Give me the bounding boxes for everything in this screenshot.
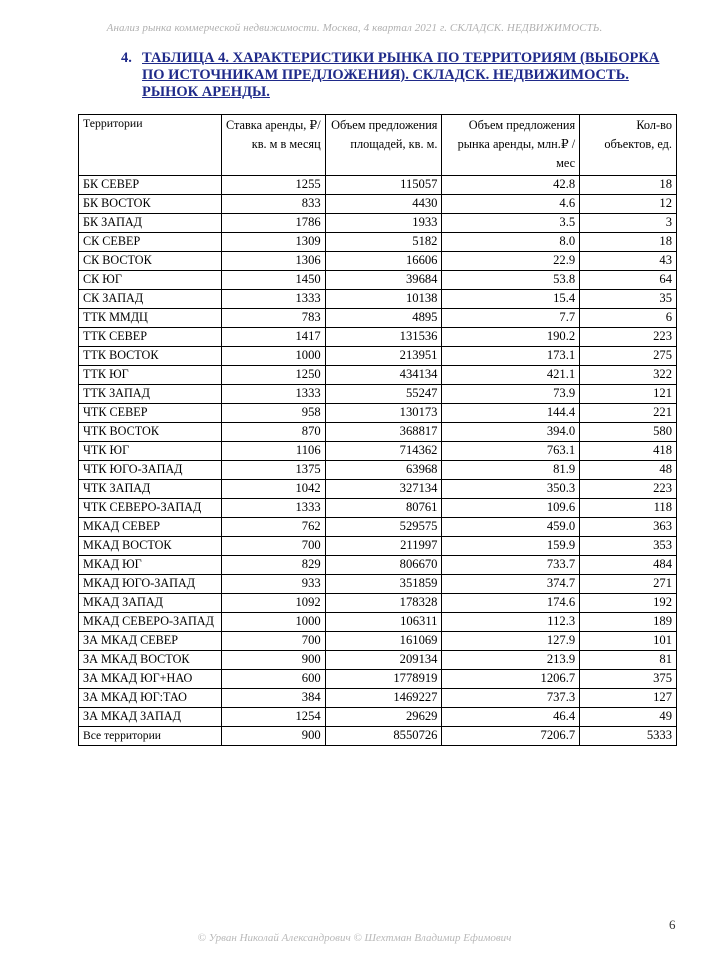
table-row <box>79 347 677 366</box>
object-count-cell: 580 <box>580 423 677 442</box>
rate-cell: 1306 <box>221 252 325 271</box>
rate-cell: 1000 <box>221 613 325 632</box>
supply-area-cell: 1778919 <box>325 670 442 689</box>
table-row <box>79 309 677 328</box>
column-header-supply-area: Объем предложения площадей, кв. м. <box>325 115 442 176</box>
rate-cell: 870 <box>221 423 325 442</box>
rate-cell: 762 <box>221 518 325 537</box>
territory-cell: ТТК ММДЦ <box>79 309 222 328</box>
object-count-cell: 189 <box>580 613 677 632</box>
supply-area-cell: 529575 <box>325 518 442 537</box>
territory-cell: БК ЗАПАД <box>79 214 222 233</box>
territory-cell: БК ВОСТОК <box>79 195 222 214</box>
page-number: 6 <box>669 917 676 932</box>
rate-cell: 1375 <box>221 461 325 480</box>
rate-cell: 1417 <box>221 328 325 347</box>
territory-cell: ЧТК ЮГ <box>79 442 222 461</box>
object-count-cell: 43 <box>580 252 677 271</box>
table-total-row <box>79 727 677 746</box>
object-count-cell: 363 <box>580 518 677 537</box>
territory-cell: Все территории <box>79 727 222 746</box>
territory-cell: СК ЮГ <box>79 271 222 290</box>
territory-cell: БК СЕВЕР <box>79 176 222 195</box>
territory-cell: ТТК ЮГ <box>79 366 222 385</box>
supply-value-cell: 22.9 <box>442 252 580 271</box>
supply-area-cell: 106311 <box>325 613 442 632</box>
supply-value-cell: 112.3 <box>442 613 580 632</box>
rate-cell: 900 <box>221 651 325 670</box>
rate-cell: 700 <box>221 632 325 651</box>
table-row <box>79 442 677 461</box>
supply-area-cell: 115057 <box>325 176 442 195</box>
object-count-cell: 353 <box>580 537 677 556</box>
supply-area-cell: 131536 <box>325 328 442 347</box>
supply-value-cell: 53.8 <box>442 271 580 290</box>
object-count-cell: 5333 <box>580 727 677 746</box>
territory-cell: ЗА МКАД СЕВЕР <box>79 632 222 651</box>
supply-area-cell: 434134 <box>325 366 442 385</box>
supply-value-cell: 109.6 <box>442 499 580 518</box>
table-row <box>79 366 677 385</box>
rate-cell: 1250 <box>221 366 325 385</box>
supply-value-cell: 174.6 <box>442 594 580 613</box>
territory-cell: МКАД ЮГ <box>79 556 222 575</box>
supply-value-cell: 733.7 <box>442 556 580 575</box>
supply-value-cell: 42.8 <box>442 176 580 195</box>
supply-area-cell: 211997 <box>325 537 442 556</box>
rate-cell: 1042 <box>221 480 325 499</box>
object-count-cell: 484 <box>580 556 677 575</box>
supply-area-cell: 209134 <box>325 651 442 670</box>
territory-cell: ЧТК ЮГО-ЗАПАД <box>79 461 222 480</box>
supply-area-cell: 368817 <box>325 423 442 442</box>
rate-cell: 933 <box>221 575 325 594</box>
territory-cell: МКАД СЕВЕР <box>79 518 222 537</box>
rate-cell: 783 <box>221 309 325 328</box>
territory-cell: МКАД ЮГО-ЗАПАД <box>79 575 222 594</box>
rate-cell: 1333 <box>221 499 325 518</box>
rate-cell: 1255 <box>221 176 325 195</box>
supply-area-cell: 29629 <box>325 708 442 727</box>
territory-cell: ЧТК СЕВЕР <box>79 404 222 423</box>
table-row <box>79 176 677 195</box>
table-row <box>79 423 677 442</box>
supply-value-cell: 421.1 <box>442 366 580 385</box>
rate-cell: 1333 <box>221 385 325 404</box>
rate-cell: 1786 <box>221 214 325 233</box>
table-row <box>79 252 677 271</box>
column-header-supply-value: Объем предложения рынка аренды, млн.₽ /мес <box>442 115 580 176</box>
supply-area-cell: 55247 <box>325 385 442 404</box>
section-title: ТАБЛИЦА 4. ХАРАКТЕРИСТИКИ РЫНКА ПО ТЕРРИТОРИЯМ (ВЫБОРКА ПО ИСТОЧНИКАМ ПРЕДЛОЖЕНИЯ). СКЛАДСК. НЕДВИЖИМОСТЬ. РЫНОК АРЕНДЫ. <box>142 50 660 100</box>
table-row <box>79 461 677 480</box>
rate-cell: 829 <box>221 556 325 575</box>
object-count-cell: 322 <box>580 366 677 385</box>
supply-area-cell: 1933 <box>325 214 442 233</box>
table-row <box>79 271 677 290</box>
supply-area-cell: 16606 <box>325 252 442 271</box>
table-row <box>79 195 677 214</box>
supply-area-cell: 1469227 <box>325 689 442 708</box>
supply-area-cell: 327134 <box>325 480 442 499</box>
supply-value-cell: 46.4 <box>442 708 580 727</box>
object-count-cell: 18 <box>580 176 677 195</box>
supply-value-cell: 15.4 <box>442 290 580 309</box>
territory-cell: ЗА МКАД ЗАПАД <box>79 708 222 727</box>
table-header-row <box>79 115 677 176</box>
table-row <box>79 632 677 651</box>
rate-cell: 1254 <box>221 708 325 727</box>
rate-cell: 1450 <box>221 271 325 290</box>
object-count-cell: 3 <box>580 214 677 233</box>
object-count-cell: 192 <box>580 594 677 613</box>
supply-value-cell: 737.3 <box>442 689 580 708</box>
supply-value-cell: 4.6 <box>442 195 580 214</box>
rate-cell: 1000 <box>221 347 325 366</box>
territory-cell: СК ВОСТОК <box>79 252 222 271</box>
supply-value-cell: 394.0 <box>442 423 580 442</box>
territory-cell: ТТК ЗАПАД <box>79 385 222 404</box>
supply-value-cell: 350.3 <box>442 480 580 499</box>
rate-cell: 900 <box>221 727 325 746</box>
supply-value-cell: 73.9 <box>442 385 580 404</box>
rate-cell: 700 <box>221 537 325 556</box>
object-count-cell: 35 <box>580 290 677 309</box>
supply-value-cell: 7.7 <box>442 309 580 328</box>
territory-cell: ТТК ВОСТОК <box>79 347 222 366</box>
supply-value-cell: 8.0 <box>442 233 580 252</box>
object-count-cell: 275 <box>580 347 677 366</box>
table-row <box>79 404 677 423</box>
supply-area-cell: 10138 <box>325 290 442 309</box>
territory-cell: ЧТК ЗАПАД <box>79 480 222 499</box>
supply-area-cell: 213951 <box>325 347 442 366</box>
rate-cell: 1309 <box>221 233 325 252</box>
supply-value-cell: 213.9 <box>442 651 580 670</box>
table-row <box>79 651 677 670</box>
table-row <box>79 575 677 594</box>
territory-cell: СК ЗАПАД <box>79 290 222 309</box>
table-row <box>79 556 677 575</box>
territory-cell: СК СЕВЕР <box>79 233 222 252</box>
supply-value-cell: 144.4 <box>442 404 580 423</box>
object-count-cell: 6 <box>580 309 677 328</box>
table-row <box>79 233 677 252</box>
object-count-cell: 223 <box>580 328 677 347</box>
table-row <box>79 689 677 708</box>
column-header-rate: Ставка аренды, ₽/кв. м в месяц <box>221 115 325 176</box>
rate-cell: 600 <box>221 670 325 689</box>
table-row <box>79 594 677 613</box>
territory-cell: ЗА МКАД ВОСТОК <box>79 651 222 670</box>
table-row <box>79 328 677 347</box>
supply-area-cell: 714362 <box>325 442 442 461</box>
rate-cell: 1106 <box>221 442 325 461</box>
object-count-cell: 118 <box>580 499 677 518</box>
table-row <box>79 537 677 556</box>
copyright-footer: © Урван Николай Александрович © Шехтман Владимир Ефимович <box>197 932 512 944</box>
supply-value-cell: 459.0 <box>442 518 580 537</box>
object-count-cell: 49 <box>580 708 677 727</box>
object-count-cell: 81 <box>580 651 677 670</box>
object-count-cell: 271 <box>580 575 677 594</box>
table-row <box>79 613 677 632</box>
supply-area-cell: 130173 <box>325 404 442 423</box>
running-header: Анализ рынка коммерческой недвижимости. Москва, 4 квартал 2021 г. СКЛАДСК. НЕДВИЖИМОСТЬ. <box>106 22 603 34</box>
supply-area-cell: 8550726 <box>325 727 442 746</box>
object-count-cell: 18 <box>580 233 677 252</box>
object-count-cell: 223 <box>580 480 677 499</box>
territory-cell: ТТК СЕВЕР <box>79 328 222 347</box>
column-header-territory: Территории <box>79 115 222 176</box>
object-count-cell: 64 <box>580 271 677 290</box>
object-count-cell: 418 <box>580 442 677 461</box>
supply-value-cell: 763.1 <box>442 442 580 461</box>
rate-cell: 1333 <box>221 290 325 309</box>
supply-area-cell: 806670 <box>325 556 442 575</box>
supply-value-cell: 3.5 <box>442 214 580 233</box>
table-row <box>79 518 677 537</box>
supply-value-cell: 159.9 <box>442 537 580 556</box>
object-count-cell: 127 <box>580 689 677 708</box>
table-row <box>79 385 677 404</box>
supply-area-cell: 161069 <box>325 632 442 651</box>
supply-value-cell: 173.1 <box>442 347 580 366</box>
supply-value-cell: 81.9 <box>442 461 580 480</box>
territory-cell: ЗА МКАД ЮГ:ТАО <box>79 689 222 708</box>
object-count-cell: 221 <box>580 404 677 423</box>
object-count-cell: 12 <box>580 195 677 214</box>
territory-cell: МКАД СЕВЕРО-ЗАПАД <box>79 613 222 632</box>
table-body <box>79 176 677 746</box>
supply-value-cell: 190.2 <box>442 328 580 347</box>
supply-value-cell: 374.7 <box>442 575 580 594</box>
column-header-object-count: Кол-во объектов, ед. <box>580 115 677 176</box>
rate-cell: 1092 <box>221 594 325 613</box>
section-number: 4. <box>121 50 132 66</box>
supply-area-cell: 39684 <box>325 271 442 290</box>
territory-cell: ЧТК ВОСТОК <box>79 423 222 442</box>
object-count-cell: 48 <box>580 461 677 480</box>
table-row <box>79 214 677 233</box>
table-row <box>79 499 677 518</box>
territory-cell: МКАД ЗАПАД <box>79 594 222 613</box>
territory-cell: ЗА МКАД ЮГ+НАО <box>79 670 222 689</box>
supply-value-cell: 127.9 <box>442 632 580 651</box>
supply-area-cell: 5182 <box>325 233 442 252</box>
object-count-cell: 101 <box>580 632 677 651</box>
supply-area-cell: 80761 <box>325 499 442 518</box>
table-row <box>79 708 677 727</box>
supply-area-cell: 351859 <box>325 575 442 594</box>
territory-cell: МКАД ВОСТОК <box>79 537 222 556</box>
territory-cell: ЧТК СЕВЕРО-ЗАПАД <box>79 499 222 518</box>
table-row <box>79 290 677 309</box>
rate-cell: 958 <box>221 404 325 423</box>
supply-value-cell: 1206.7 <box>442 670 580 689</box>
table-row <box>79 480 677 499</box>
rate-cell: 833 <box>221 195 325 214</box>
object-count-cell: 375 <box>580 670 677 689</box>
supply-area-cell: 63968 <box>325 461 442 480</box>
table-row <box>79 670 677 689</box>
supply-area-cell: 4430 <box>325 195 442 214</box>
rate-cell: 384 <box>221 689 325 708</box>
market-table <box>78 114 677 746</box>
supply-area-cell: 178328 <box>325 594 442 613</box>
supply-area-cell: 4895 <box>325 309 442 328</box>
object-count-cell: 121 <box>580 385 677 404</box>
supply-value-cell: 7206.7 <box>442 727 580 746</box>
